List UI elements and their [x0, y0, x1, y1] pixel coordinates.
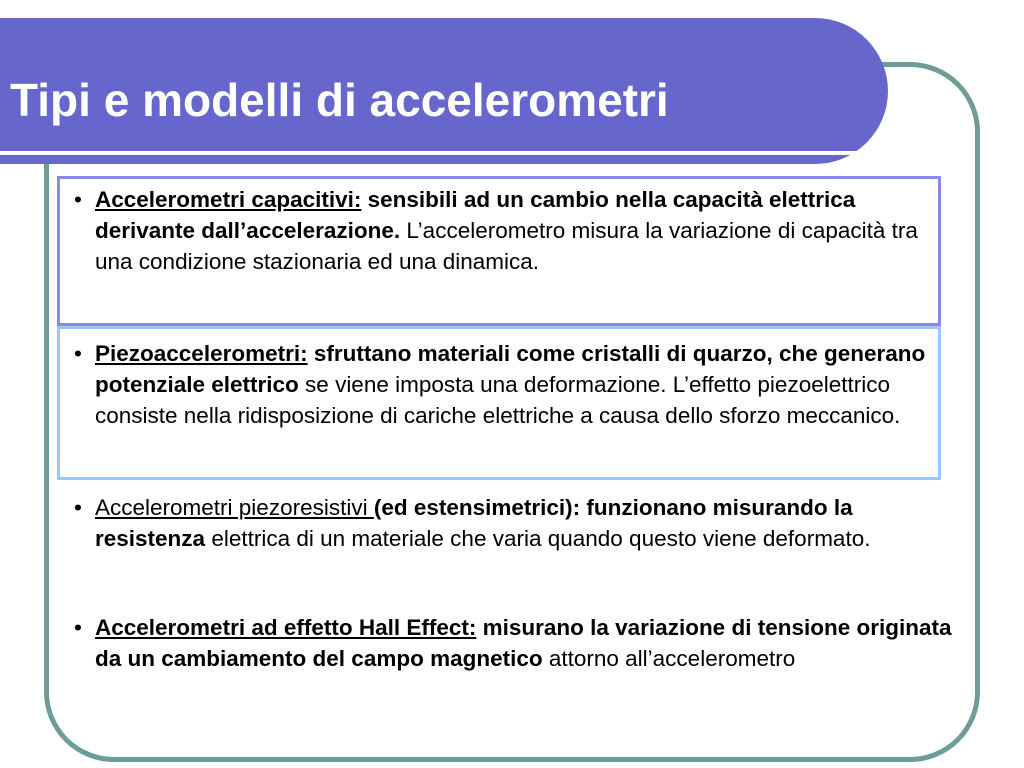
bullet-bold-text: misurano la variazione di tensione originata da un cambiamento del campo magnetico	[95, 615, 952, 671]
slide-title: Tipi e modelli di accelerometri	[10, 74, 669, 126]
bullet-plain-text: L’accelerometro misura la variazione di capacità tra una condizione stazionaria ed una dinamica.	[95, 218, 918, 274]
bullet-body	[74, 612, 954, 674]
bullet-body	[74, 184, 954, 277]
bullet-plain-text: elettrica di un materiale che varia quando questo viene deformato.	[205, 526, 871, 551]
bullet-term: Accelerometri ad effetto Hall Effect:	[95, 615, 477, 640]
bullet-bold-text: sfruttano materiali come cristalli di quarzo, che generano potenziale elettrico	[95, 341, 926, 397]
bullet-icon: •	[74, 495, 82, 520]
bullet-bold-text: (ed estensimetrici): funzionano misurando la resistenza	[95, 495, 853, 551]
bullet-term: Accelerometri capacitivi:	[95, 187, 362, 212]
bullet-body	[74, 338, 954, 431]
bullet-plain-text: attorno all’accelerometro	[542, 646, 796, 671]
bullet-item-piezo	[74, 338, 954, 431]
bullet-item-piezoresistive	[74, 492, 954, 554]
bullet-icon: •	[74, 341, 82, 366]
bullet-body	[74, 492, 954, 554]
bullet-item-hall-effect	[74, 612, 954, 674]
bullet-icon: •	[74, 187, 82, 212]
bullet-term: Accelerometri piezoresistivi	[95, 495, 374, 520]
title-divider	[0, 151, 860, 155]
bullet-item-capacitive	[74, 184, 954, 277]
bullet-icon: •	[74, 615, 82, 640]
bullet-term: Piezoaccelerometri:	[95, 341, 308, 366]
bullet-bold-text: sensibili ad un cambio nella capacità elettrica derivante dall’accelerazione.	[95, 187, 856, 243]
bullet-plain-text: se viene imposta una deformazione. L’effetto piezoelettrico consiste nella ridisposizione di cariche elettriche a causa dello sforzo meccanico.	[95, 372, 901, 428]
